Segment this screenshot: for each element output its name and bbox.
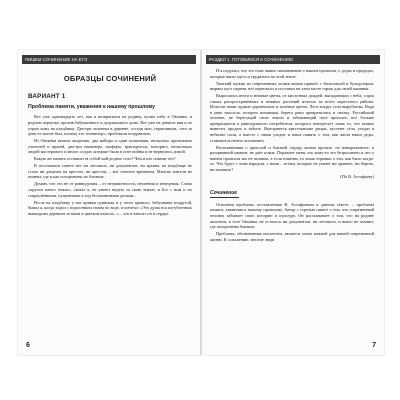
right-page (202, 50, 384, 355)
variant-heading: ВАРИАНТ 1 (28, 93, 66, 100)
essay-paragraph: Основная проблема, поставленная В. Астафьевым в данном тексте, – проблема памяти, уважения к нашему прошлому. Автор с горечью пишет о том, что современный человек забывает свою историю и культуру. Он рассказывает о том, что на родине писателя, в селе Овсянка, не осталось ни документов, ни летописи, и никто не помнит, где похоронены близкие. (210, 201, 374, 230)
right-page-content (210, 68, 374, 244)
page-number-right: 7 (372, 342, 376, 349)
book-spread (18, 50, 384, 355)
paragraph: Вот уже одиннадцать лет, как я возвратился на родину, купил избу в Овсянке, в родном переулке, против бабушкиного и дедушкиного дома. Вот уже на девятое мая я по утрам хожу на кладбище. Два-три человека в деревне, соседи мои, спрашивали, «что за день-то нонче был, почему это телевизор», пробовали поздравлять. (28, 114, 192, 137)
page-number-left: 6 (26, 342, 30, 349)
running-head-right: РАЗДЕЛ 1. ГОТОВИМСЯ К СОЧИНЕНИЮ (206, 55, 380, 64)
paragraph: Из Овсянки вышли академик, два майора и один полковник, несколько прилежных учителей и врачей, два-три инженера, шоферы, трактористы, моторист, нескольких людей мастерового и много солдат, которые были в огне войны и не вернулись домой. (28, 138, 192, 155)
paragraph: Какую же память оставили за собой мой родное село? Чем и кто помнит его? (34, 156, 176, 162)
paragraph: Думаю, что это не от равнодушия – от неграмотности, неумения и неведения. Слова «кругом много земли», сказал я, не умеют видеть за свою землю, и Бог с ним и их сокрушёнными, пущенными в ход беспамятными делами... (28, 181, 192, 198)
left-page-content (28, 70, 192, 218)
source-attribution: (По В. Астафьеву) (340, 173, 374, 179)
paragraph: В поселковом совете нет ни летописи, ни документов, ни архива, на кладбище не стало ни дощечек на крестах, ни крестов, – всё сметено временем. Многие жители не помнят, где и как похоронены их близкие. (28, 163, 192, 180)
essay-label: Сочинение (210, 189, 238, 196)
section-title: ОБРАЗЦЫ СОЧИНЕНИЙ (63, 74, 157, 83)
topic-subtitle: Проблема памяти, уважения к нашему прошлому (28, 104, 156, 110)
paragraph: Выросшись итоги и нежные цветы, от кислотных дождей, выпадающих с неба, сорок самых распространённых и нежных растений исчезло из всего окрестного района. Исчезли наши чудные деревенские и полевые цветы. Леса вокруг села вырублены. Вода в реке высохла, позорно вонявшая, берега реки превратились в свалку. Российский человек, не берегущий свою землю и забывающий своё прошлое, всё больше превращается в равнодушного потребителя, которого интересует лишь то, что можно вывезти, продать и забыть. Выгораются крестьянские дворы, пустеют сёла, уходят в небытие поля, а вместе с ними уходит и наша память о том, как жили наши деды, становится нечего вспомнить. (210, 93, 374, 143)
left-page (18, 50, 200, 355)
paragraph: Воспоминания о прошлой и близкой сердцу жизни прошло, но невыраженное, в разорванной памяти, не даёт покоя. Поражает меня, что кому-то это безразлично и что о нашем прошлом мы не помним, а если помним, то лишь отрывки о том, как было когда-то. Что будет с этим народом, с нами – всеми, которые не умеют ни хранить, ни беречь, ни помнить? (210, 144, 374, 172)
essay-paragraph: Проблема, обозначенная писателем, является очень важной для нашей современной жизни. К сожалению, многие люди (210, 231, 374, 242)
paragraph: Хваткий мужик из современных хозяев жизни пришёл с бензопилой и бульдозером, вырвал куст сирени, всё перепахал и поставил на этом месте гараж для своей машины. (210, 80, 374, 92)
paragraph: И я подумал, что это тоже живое напоминание о нашем прошлом, о дедах и прадедах, которые жили здесь и трудились на этой земле. (210, 68, 374, 79)
running-head-left: ПИШЕМ СОЧИНЕНИЕ НА ЕГЭ (22, 55, 196, 64)
paragraph: Росла на кладбище у нас кривая одинокая и у этого кривого, бабушкина подругой, бывал я, когда ходил с поросенком своим по воде, и шептал: «Это душа вся погубленных вышедших деревьев за нами и цветком взошла...» – это и вносит он в сердце. (28, 199, 192, 216)
